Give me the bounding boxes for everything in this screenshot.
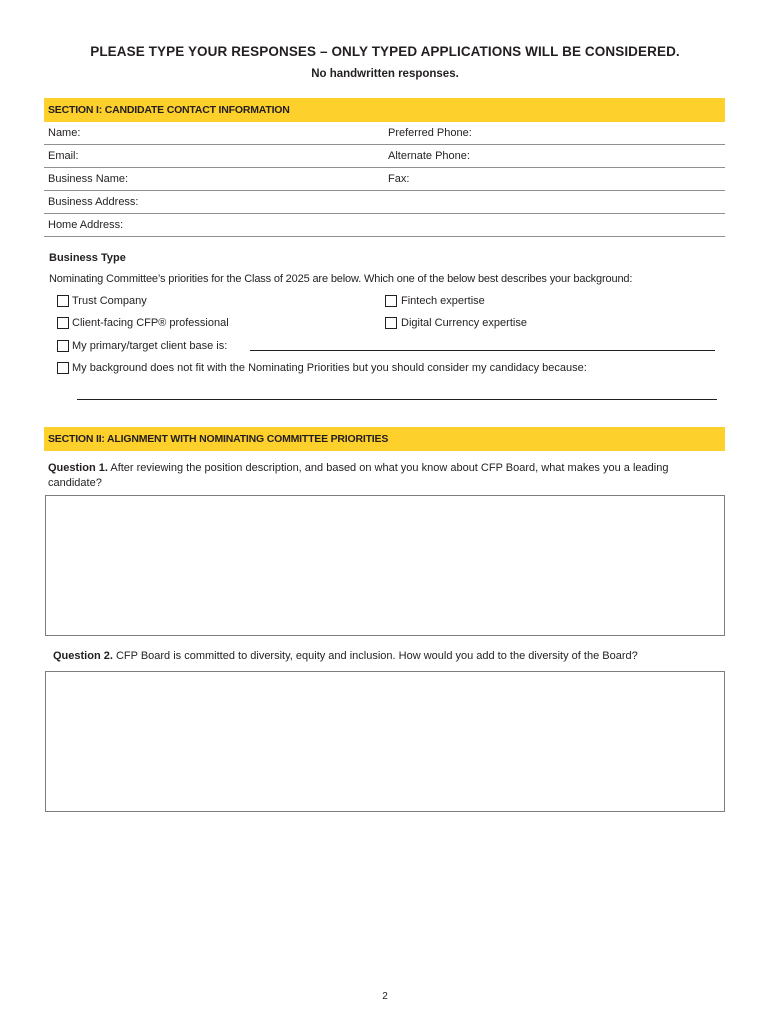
page-number: 2 xyxy=(382,991,388,1002)
not-fit-underline xyxy=(77,399,717,400)
client-base-underline xyxy=(250,350,715,351)
contact-row-4 xyxy=(44,191,725,214)
question-1-label: Question 1. xyxy=(48,462,108,474)
trust-company-label: Trust Company xyxy=(72,295,147,307)
alternate-phone-field-label: Alternate Phone: xyxy=(388,150,470,162)
home-address-field-label: Home Address: xyxy=(48,219,124,231)
fax-field-label: Fax: xyxy=(388,173,410,185)
question-1-answer-box[interactable] xyxy=(45,495,725,636)
section-2-header: SECTION II: ALIGNMENT WITH NOMINATING COMMITTEE PRIORITIES xyxy=(44,427,725,451)
trust-company-checkbox[interactable] xyxy=(57,295,69,307)
fintech-label: Fintech expertise xyxy=(401,295,485,307)
client-base-checkbox[interactable] xyxy=(57,340,69,352)
not-fit-label: My background does not fit with the Nominating Priorities but you should consider my candidacy because: xyxy=(72,362,587,374)
question-2-answer-box[interactable] xyxy=(45,671,725,812)
digital-currency-checkbox[interactable] xyxy=(385,317,397,329)
contact-row-5 xyxy=(44,214,725,237)
business-type-heading: Business Type xyxy=(49,252,126,264)
question-1 xyxy=(48,461,723,491)
fintech-checkbox[interactable] xyxy=(385,295,397,307)
email-field-label: Email: xyxy=(48,150,79,162)
business-address-field-label: Business Address: xyxy=(48,196,139,208)
cfp-professional-checkbox[interactable] xyxy=(57,317,69,329)
page-title: PLEASE TYPE YOUR RESPONSES – ONLY TYPED APPLICATIONS WILL BE CONSIDERED. xyxy=(90,44,680,59)
not-fit-checkbox[interactable] xyxy=(57,362,69,374)
question-2-text: CFP Board is committed to diversity, equity and inclusion. How would you add to the diversity of the Board? xyxy=(115,650,638,662)
cfp-professional-label: Client-facing CFP® professional xyxy=(72,317,229,329)
business-name-field-label: Business Name: xyxy=(48,173,129,185)
contact-row-2 xyxy=(44,145,725,168)
question-2-label: Question 2. xyxy=(53,650,113,662)
page-subtitle: No handwritten responses. xyxy=(311,68,459,80)
question-2 xyxy=(53,649,728,664)
contact-row-1 xyxy=(44,122,725,145)
digital-currency-label: Digital Currency expertise xyxy=(401,317,527,329)
name-field-label: Name: xyxy=(48,127,81,139)
question-1-text: After reviewing the position description, and based on what you know about CFP Board, what makes you a leading candidate? xyxy=(48,462,669,489)
preferred-phone-field-label: Preferred Phone: xyxy=(388,127,472,139)
business-type-intro: Nominating Committee’s priorities for the Class of 2025 are below. Which one of the below best describes your background: xyxy=(49,273,633,285)
contact-row-3 xyxy=(44,168,725,191)
section-1-header: SECTION I: CANDIDATE CONTACT INFORMATION xyxy=(44,98,725,122)
client-base-label: My primary/target client base is: xyxy=(72,340,228,352)
